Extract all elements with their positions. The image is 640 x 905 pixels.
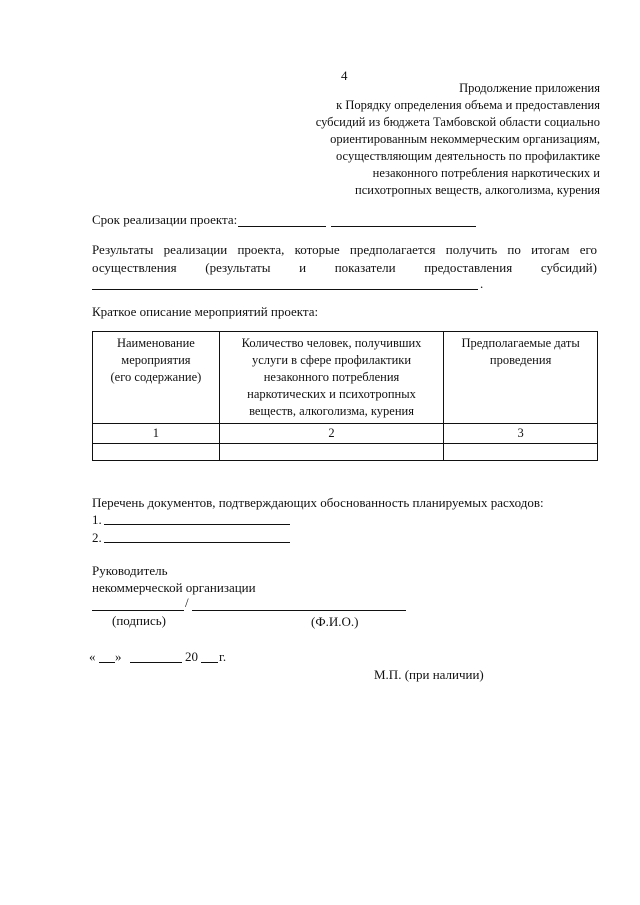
results-word: субсидий) — [540, 260, 597, 275]
results-word: осуществления — [92, 260, 177, 275]
header-line: субсидий из бюджета Тамбовской области социально — [315, 115, 600, 129]
signature-caption: (подпись) — [112, 613, 166, 628]
term-start-blank[interactable] — [238, 226, 326, 227]
header-line: Продолжение приложения — [459, 81, 600, 95]
document-item-1-number: 1. — [92, 512, 102, 527]
document-item-1-blank[interactable] — [104, 524, 290, 525]
header-line: осуществляющим деятельность по профилактике — [336, 149, 600, 163]
signature-blank[interactable] — [92, 610, 184, 611]
results-line-1: Результаты реализации проекта, которые предполагается получить по итогам его — [92, 242, 597, 257]
date-year-suffix: г. — [219, 649, 227, 664]
header-line: ориентированным некоммерческим организациям, — [330, 132, 600, 146]
table-row — [93, 444, 598, 461]
results-word: показатели — [334, 260, 396, 275]
head-title-line-1: Руководитель — [92, 563, 168, 578]
term-label: Срок реализации проекта: — [92, 212, 238, 227]
results-word: (результаты — [205, 260, 271, 275]
number-cell: 1 — [93, 424, 220, 444]
date-century: 20 — [185, 649, 198, 664]
table-number-row — [93, 424, 598, 444]
page-number: 4 — [341, 68, 348, 83]
header-line: психотропных веществ, алкоголизма, курения — [355, 183, 600, 197]
date-year-blank[interactable] — [201, 662, 218, 663]
table-cell[interactable] — [444, 444, 598, 461]
table-header-row — [93, 332, 598, 424]
header-cell-dates: Предполагаемые даты проведения — [444, 332, 598, 424]
date-month-blank[interactable] — [130, 662, 182, 663]
table-cell[interactable] — [219, 444, 443, 461]
date-open-quote: « — [89, 649, 96, 664]
results-blank[interactable] — [92, 289, 478, 290]
header-cell-name: Наименование мероприятия (его содержание) — [93, 332, 220, 424]
term-end-blank[interactable] — [331, 226, 476, 227]
table-cell[interactable] — [93, 444, 220, 461]
document-item-2-number: 2. — [92, 530, 102, 545]
header-line: незаконного потребления наркотических и — [372, 166, 600, 180]
results-word: и — [299, 260, 307, 275]
results-word: предоставления — [424, 260, 513, 275]
date-close-quote: » — [115, 649, 122, 664]
events-table — [92, 331, 598, 461]
stamp-label: М.П. (при наличии) — [374, 667, 484, 682]
document-item-2-blank[interactable] — [104, 542, 290, 543]
head-title-line-2: некоммерческой организации — [92, 580, 256, 595]
date-day-blank[interactable] — [99, 662, 115, 663]
description-label: Краткое описание мероприятий проекта: — [92, 304, 319, 319]
number-cell: 3 — [444, 424, 598, 444]
results-line-2 — [92, 260, 597, 276]
full-name-blank[interactable] — [192, 610, 406, 611]
results-end-mark: . — [480, 276, 484, 291]
appendix-header — [280, 80, 600, 199]
full-name-caption: (Ф.И.О.) — [311, 614, 359, 629]
signature-separator: / — [185, 595, 189, 610]
number-cell: 2 — [219, 424, 443, 444]
header-cell-count: Количество человек, получивших услуги в сфере профилактики незаконного потребления наркотических и психотропных веществ, алкоголизма, курения — [219, 332, 443, 424]
documents-label: Перечень документов, подтверждающих обоснованность планируемых расходов: — [92, 495, 544, 510]
header-line: к Порядку определения объема и предоставления — [336, 98, 600, 112]
